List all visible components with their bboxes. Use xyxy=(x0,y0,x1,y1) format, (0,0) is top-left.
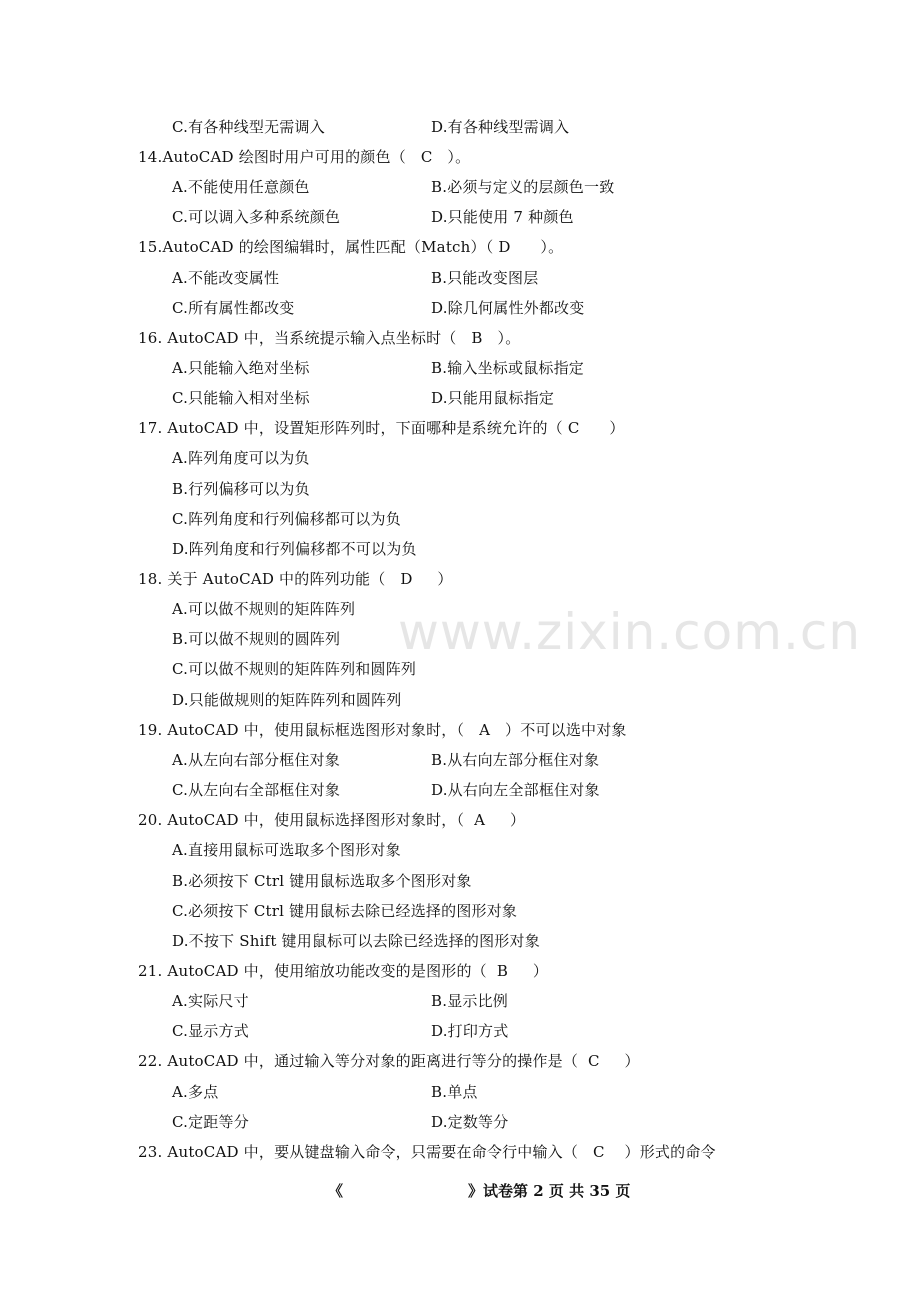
q20-option-b: B.必须按下 Ctrl 键用鼠标选取多个图形对象 xyxy=(172,872,472,890)
q14-option-c: C.可以调入多种系统颜色 xyxy=(172,208,341,226)
q16-option-d: D.只能用鼠标指定 xyxy=(431,389,555,407)
q18-stem: 18. 关于 AutoCAD 中的阵列功能（ D ） xyxy=(138,570,453,588)
watermark: www.zixin.com.cn xyxy=(398,603,862,661)
q22-option-a: A.多点 xyxy=(172,1083,219,1101)
q17-option-d: D.阵列角度和行列偏移都不可以为负 xyxy=(172,540,417,558)
q18-option-a: A.可以做不规则的矩阵阵列 xyxy=(172,600,356,618)
q21-option-b: B.显示比例 xyxy=(431,992,508,1010)
q14-option-a: A.不能使用任意颜色 xyxy=(172,178,310,196)
q16-option-b: B.输入坐标或鼠标指定 xyxy=(431,359,584,377)
q22-option-d: D.定数等分 xyxy=(431,1113,509,1131)
q15-option-c: C.所有属性都改变 xyxy=(172,299,295,317)
q14-stem: 14.AutoCAD 绘图时用户可用的颜色（ C ）。 xyxy=(138,148,471,166)
q19-option-b: B.从右向左部分框住对象 xyxy=(431,751,600,769)
q20-option-c: C.必须按下 Ctrl 键用鼠标去除已经选择的图形对象 xyxy=(172,902,518,920)
q17-option-c: C.阵列角度和行列偏移都可以为负 xyxy=(172,510,401,528)
q15-stem: 15.AutoCAD 的绘图编辑时，属性匹配（Match）（ D ）。 xyxy=(138,238,564,256)
q15-option-b: B.只能改变图层 xyxy=(431,269,539,287)
footer-page-info: 》试卷第 2 页 共 35 页 xyxy=(468,1182,631,1200)
q21-option-c: C.显示方式 xyxy=(172,1022,249,1040)
q18-option-b: B.可以做不规则的圆阵列 xyxy=(172,630,341,648)
q16-option-c: C.只能输入相对坐标 xyxy=(172,389,310,407)
q20-stem: 20. AutoCAD 中，使用鼠标选择图形对象时，（ A ） xyxy=(138,811,526,829)
q21-stem: 21. AutoCAD 中，使用缩放功能改变的是图形的（ B ） xyxy=(138,962,549,980)
q17-option-b: B.行列偏移可以为负 xyxy=(172,480,310,498)
q14-option-d: D.只能使用 7 种颜色 xyxy=(431,208,574,226)
q21-option-d: D.打印方式 xyxy=(431,1022,509,1040)
footer-left-bracket: 《 xyxy=(328,1182,344,1200)
q15-option-a: A.不能改变属性 xyxy=(172,269,280,287)
q16-stem: 16. AutoCAD 中，当系统提示输入点坐标时（ B ）。 xyxy=(138,329,521,347)
q18-option-c: C.可以做不规则的矩阵阵列和圆阵列 xyxy=(172,660,417,678)
q14-option-b: B.必须与定义的层颜色一致 xyxy=(431,178,615,196)
q19-option-d: D.从右向左全部框住对象 xyxy=(431,781,600,799)
q19-option-a: A.从左向右部分框住对象 xyxy=(172,751,341,769)
q22-option-c: C.定距等分 xyxy=(172,1113,249,1131)
q16-option-a: A.只能输入绝对坐标 xyxy=(172,359,310,377)
q20-option-a: A.直接用鼠标可选取多个图形对象 xyxy=(172,841,401,859)
q17-stem: 17. AutoCAD 中，设置矩形阵列时，下面哪种是系统允许的（ C ） xyxy=(138,419,625,437)
q17-option-a: A.阵列角度可以为负 xyxy=(172,449,310,467)
q18-option-d: D.只能做规则的矩阵阵列和圆阵列 xyxy=(172,691,402,709)
q22-option-b: B.单点 xyxy=(431,1083,478,1101)
q13-option-c: C.有各种线型无需调入 xyxy=(172,118,325,136)
q13-option-d: D.有各种线型需调入 xyxy=(431,118,570,136)
q23-stem: 23. AutoCAD 中，要从键盘输入命令，只需要在命令行中输入（ C ）形式的命令 xyxy=(138,1143,716,1161)
q20-option-d: D.不按下 Shift 键用鼠标可以去除已经选择的图形对象 xyxy=(172,932,540,950)
q19-option-c: C.从左向右全部框住对象 xyxy=(172,781,341,799)
q22-stem: 22. AutoCAD 中，通过输入等分对象的距离进行等分的操作是（ C ） xyxy=(138,1052,640,1070)
q15-option-d: D.除几何属性外都改变 xyxy=(431,299,585,317)
q19-stem: 19. AutoCAD 中，使用鼠标框选图形对象时，（ A ）不可以选中对象 xyxy=(138,721,627,739)
q21-option-a: A.实际尺寸 xyxy=(172,992,249,1010)
